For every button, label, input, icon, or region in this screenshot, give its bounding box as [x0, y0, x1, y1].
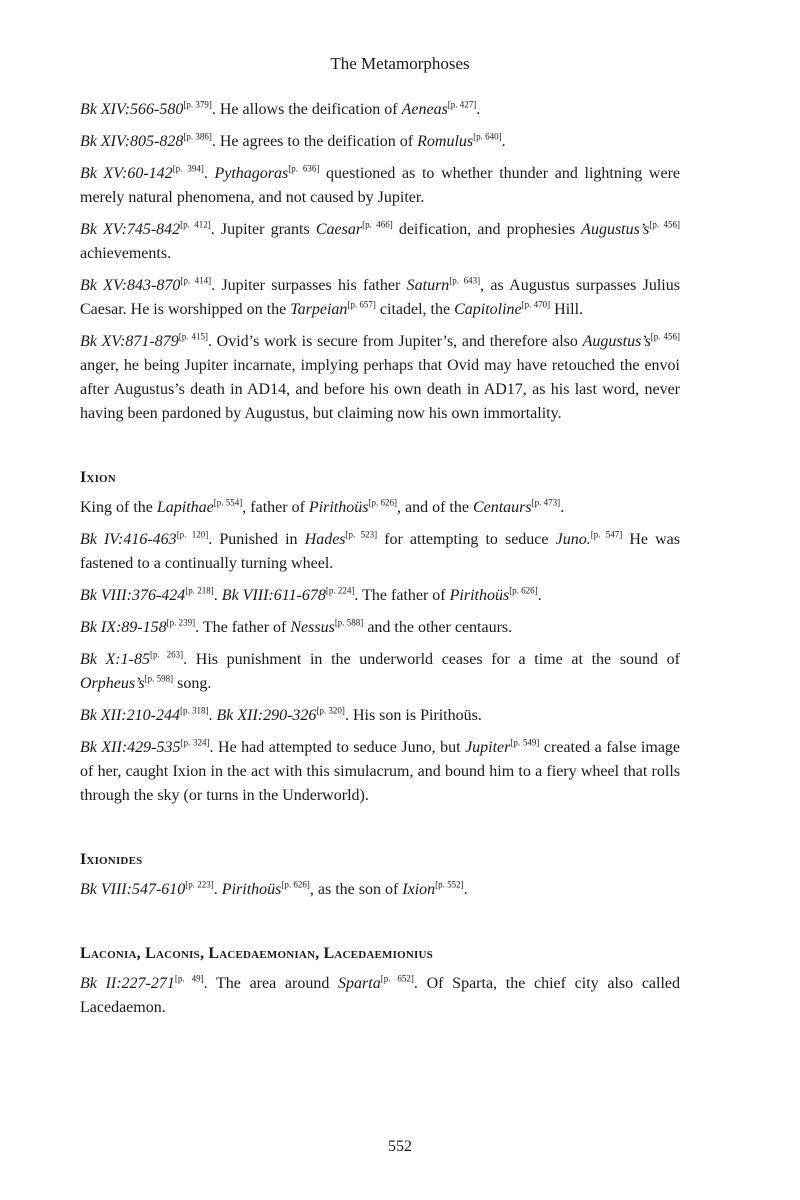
- cross-reference-link[interactable]: Bk IX:89-158: [80, 619, 167, 636]
- cross-reference-link[interactable]: Bk XV:843-870: [80, 277, 181, 294]
- page-reference-link[interactable]: [p. 470]: [521, 299, 551, 310]
- body-text: . The father of: [354, 587, 450, 604]
- cross-reference-link[interactable]: Caesar: [315, 221, 363, 238]
- page-reference-link[interactable]: [p. 427]: [447, 99, 477, 110]
- cross-reference-link[interactable]: Pirithoüs: [449, 587, 510, 604]
- cross-reference-link[interactable]: Augustus’s: [581, 221, 650, 238]
- page-reference-link[interactable]: [p. 120]: [176, 529, 209, 540]
- cross-reference-link[interactable]: Orpheus’s: [80, 675, 145, 692]
- cross-reference-link[interactable]: Juno.: [555, 531, 591, 548]
- page-reference-link[interactable]: [p. 318]: [179, 705, 209, 716]
- page-reference-link[interactable]: [p. 223]: [185, 879, 214, 890]
- cross-reference-link[interactable]: Pirithoüs: [221, 881, 282, 898]
- jupiter-entry-continuation: [80, 98, 680, 426]
- body-text: citadel, the: [375, 301, 455, 318]
- entry-list: [80, 466, 680, 1020]
- body-text: .: [537, 587, 542, 604]
- body-text: .: [213, 587, 222, 604]
- body-text: and the other centaurs.: [363, 619, 513, 636]
- page-reference-link[interactable]: [p. 640]: [473, 131, 502, 142]
- cross-reference-link[interactable]: Augustus’s: [582, 333, 651, 350]
- cross-reference-link[interactable]: Jupiter: [465, 739, 511, 756]
- page-reference-link[interactable]: [p. 218]: [185, 585, 214, 596]
- body-text: . He agrees to the deification of: [211, 133, 418, 150]
- page-reference-link[interactable]: [p. 588]: [334, 617, 364, 628]
- entry-paragraph: [80, 130, 680, 154]
- glossary-entry: [80, 466, 680, 808]
- cross-reference-link[interactable]: Bk IV:416-463: [80, 531, 177, 548]
- body-text: He was fastened to a continually turning wheel.: [80, 531, 680, 572]
- cross-reference-link[interactable]: Bk II:227-271: [80, 975, 175, 992]
- entry-heading: Ixionides: [80, 851, 143, 868]
- body-text: . His punishment in the underworld ceases for a time at the sound of: [183, 651, 680, 668]
- body-text: achievements.: [80, 245, 172, 262]
- body-text: , father of: [242, 499, 309, 516]
- cross-reference-link[interactable]: Sparta: [338, 975, 381, 992]
- page-reference-link[interactable]: [p. 224]: [325, 585, 355, 596]
- body-text: . He allows the deification of: [211, 101, 402, 118]
- cross-reference-link[interactable]: Bk XII:210-244: [80, 707, 180, 724]
- cross-reference-link[interactable]: Bk VIII:611-678: [221, 587, 326, 604]
- cross-reference-link[interactable]: Bk X:1-85: [80, 651, 150, 668]
- page-reference-link[interactable]: [p. 626]: [509, 585, 538, 596]
- body-text: King of the: [80, 499, 157, 516]
- body-text: song.: [173, 675, 212, 692]
- body-text: . The father of: [195, 619, 291, 636]
- cross-reference-link[interactable]: Bk XV:60-142: [80, 165, 173, 182]
- page-reference-link[interactable]: [p. 414]: [180, 275, 212, 286]
- body-text: created a false image of her, caught Ixion in the act with this simulacrum, and bound him to a fiery wheel that rolls through the sky (or turns in the Underworld).: [80, 739, 681, 804]
- page-reference-link[interactable]: [p. 554]: [213, 497, 243, 508]
- body-text: , as the son of: [309, 881, 403, 898]
- page-reference-link[interactable]: [p. 379]: [183, 99, 212, 110]
- entry-paragraph: [80, 496, 680, 520]
- entry-paragraph: [80, 528, 680, 576]
- cross-reference-link[interactable]: Bk XV:871-879: [80, 333, 179, 350]
- page-reference-link[interactable]: [p. 386]: [183, 131, 212, 142]
- page-reference-link[interactable]: [p. 456]: [650, 331, 680, 342]
- page-reference-link[interactable]: [p. 473]: [531, 497, 561, 508]
- entry-paragraph: [80, 584, 680, 608]
- body-text: . Ovid’s work is secure from Jupiter’s, and therefore also: [207, 333, 583, 350]
- page-reference-link[interactable]: [p. 466]: [362, 219, 393, 230]
- cross-reference-link[interactable]: Romulus: [417, 133, 474, 150]
- body-text: deification, and prophesies: [392, 221, 582, 238]
- page-reference-link[interactable]: [p. 394]: [172, 163, 204, 174]
- body-text: .: [203, 165, 215, 182]
- page-reference-link[interactable]: [p. 324]: [180, 737, 210, 748]
- page-reference-link[interactable]: [p. 412]: [180, 219, 211, 230]
- cross-reference-link[interactable]: Nessus: [290, 619, 335, 636]
- page-reference-link[interactable]: [p. 636]: [288, 163, 320, 174]
- page-reference-link[interactable]: [p. 523]: [345, 529, 378, 540]
- page-reference-link[interactable]: [p. 547]: [590, 529, 623, 540]
- body-text: . The area around: [203, 975, 339, 992]
- cross-reference-link[interactable]: Bk XII:290-326: [216, 707, 317, 724]
- cross-reference-link[interactable]: Bk XV:745-842: [80, 221, 181, 238]
- body-text: , and of the: [396, 499, 473, 516]
- page-number: 552: [388, 1138, 412, 1155]
- entry-heading: Ixion: [80, 469, 116, 486]
- body-text: .: [476, 101, 481, 118]
- body-text: anger, he being Jupiter incarnate, implying perhaps that Ovid may have retouched the envoi after Augustus’s death in AD14, and before his own death in AD17, as his last word, never having been pardoned by Augustus, but claiming now his own immortality.: [80, 357, 680, 422]
- cross-reference-link[interactable]: Bk VIII:547-610: [80, 881, 186, 898]
- page-reference-link[interactable]: [p. 598]: [144, 673, 174, 684]
- cross-reference-link[interactable]: Tarpeian: [290, 301, 348, 318]
- body-text: . He had attempted to seduce Juno, but: [209, 739, 466, 756]
- body-text: . Jupiter surpasses his father: [211, 277, 407, 294]
- body-text: for attempting to seduce: [377, 531, 556, 548]
- page-reference-link[interactable]: [p. 657]: [347, 299, 376, 310]
- cross-reference-link[interactable]: Lapithae: [156, 499, 214, 516]
- body-text: . Of Sparta, the chief city also called Lacedaemon.: [80, 975, 681, 1016]
- page-content: [80, 98, 680, 1028]
- page-reference-link[interactable]: [p. 643]: [449, 275, 481, 286]
- page-reference-link[interactable]: [p. 456]: [649, 219, 680, 230]
- cross-reference-link[interactable]: Bk VIII:376-424: [80, 587, 186, 604]
- body-text: .: [463, 881, 468, 898]
- body-text: .: [501, 133, 506, 150]
- page-reference-link[interactable]: [p. 652]: [380, 973, 414, 984]
- body-text: .: [213, 881, 222, 898]
- entry-paragraph: [80, 162, 680, 210]
- page-reference-link[interactable]: [p. 549]: [510, 737, 540, 748]
- entry-paragraph: [80, 972, 680, 1020]
- entry-paragraph: [80, 616, 680, 640]
- page-reference-link[interactable]: [p. 552]: [435, 879, 464, 890]
- entry-paragraph: [80, 218, 680, 266]
- entry-paragraph: [80, 330, 680, 426]
- page-reference-link[interactable]: [p. 49]: [174, 973, 204, 984]
- entry-paragraph: [80, 704, 680, 728]
- glossary-entry: [80, 848, 680, 902]
- cross-reference-link[interactable]: Ixion: [402, 881, 436, 898]
- page-reference-link[interactable]: [p. 626]: [368, 497, 397, 508]
- entry-paragraph: [80, 274, 680, 322]
- body-text: . Jupiter grants: [210, 221, 316, 238]
- page-reference-link[interactable]: [p. 263]: [149, 649, 184, 660]
- body-text: Hill.: [550, 301, 584, 318]
- body-text: .: [208, 707, 217, 724]
- entry-heading: Laconia, Laconis, Lacedaemonian, Lacedaemionius: [80, 945, 433, 962]
- body-text: questioned as to whether thunder and lightning were merely natural phenomena, and not caused by Jupiter.: [80, 165, 681, 206]
- cross-reference-link[interactable]: Pythagoras: [214, 165, 289, 182]
- body-text: . His son is Pirithoüs.: [344, 707, 482, 724]
- cross-reference-link[interactable]: Capitoline: [454, 301, 522, 318]
- running-head: The Metamorphoses: [330, 54, 470, 73]
- cross-reference-link[interactable]: Hades: [304, 531, 346, 548]
- entry-paragraph: [80, 648, 680, 696]
- body-text: .: [560, 499, 565, 516]
- entry-paragraph: [80, 98, 680, 122]
- page-reference-link[interactable]: [p. 320]: [316, 705, 345, 716]
- cross-reference-link[interactable]: Bk XIV:566-580: [80, 101, 184, 118]
- page-reference-link[interactable]: [p. 415]: [178, 331, 208, 342]
- glossary-entry: [80, 942, 680, 1020]
- cross-reference-link[interactable]: Bk XIV:805-828: [80, 133, 184, 150]
- body-text: . Punished in: [208, 531, 305, 548]
- entry-paragraph: [80, 878, 680, 902]
- cross-reference-link[interactable]: Saturn: [406, 277, 450, 294]
- page-reference-link[interactable]: [p. 626]: [281, 879, 310, 890]
- page-reference-link[interactable]: [p. 239]: [166, 617, 196, 628]
- entry-paragraph: [80, 736, 680, 808]
- cross-reference-link[interactable]: Aeneas: [401, 101, 448, 118]
- cross-reference-link[interactable]: Bk XII:429-535: [80, 739, 181, 756]
- body-text: , as Augustus surpasses Julius Caesar. He is worshipped on the: [80, 277, 680, 318]
- cross-reference-link[interactable]: Pirithoüs: [308, 499, 369, 516]
- cross-reference-link[interactable]: Centaurs: [472, 499, 532, 516]
